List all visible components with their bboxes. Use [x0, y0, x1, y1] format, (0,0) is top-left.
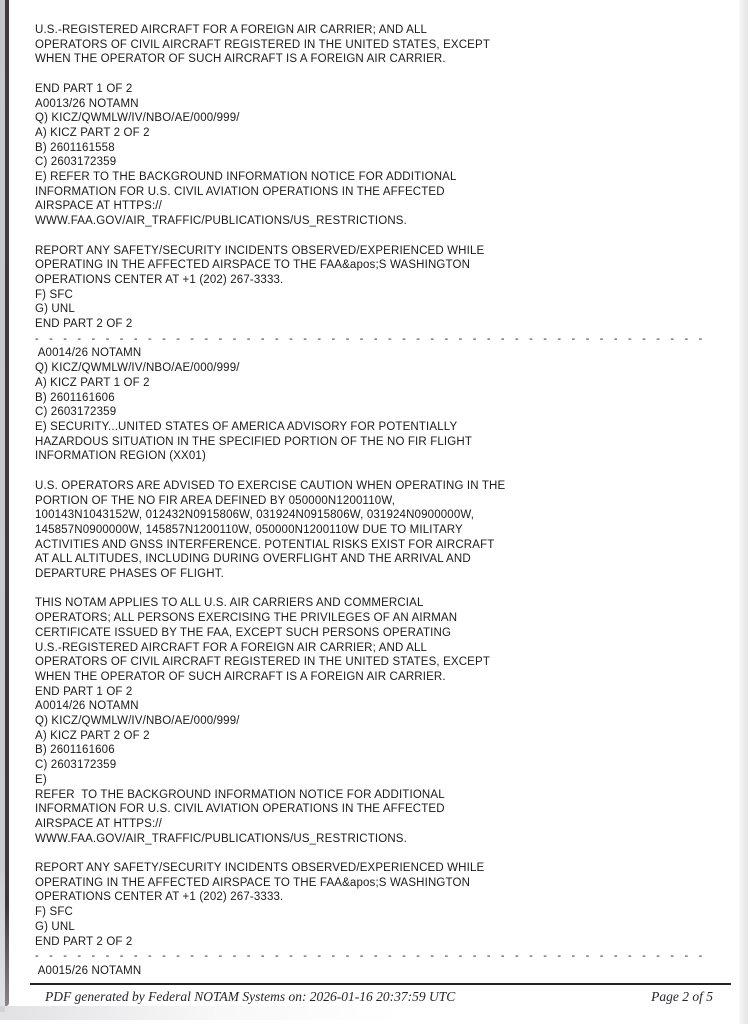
text-line: U.S. OPERATORS ARE ADVISED TO EXERCISE CAUTION WHEN OPERATING IN THE: [35, 479, 506, 492]
text-line: WWW.FAA.GOV/AIR_TRAFFIC/PUBLICATIONS/US_RESTRICTIONS.: [35, 832, 407, 845]
text-line: THIS NOTAM APPLIES TO ALL U.S. AIR CARRIERS AND COMMERCIAL: [35, 597, 424, 610]
text-line: REPORT ANY SAFETY/SECURITY INCIDENTS OBSERVED/EXPERIENCED WHILE: [35, 862, 485, 875]
text-line: END PART 2 OF 2: [35, 318, 133, 331]
page-right-margin-shade: [739, 0, 748, 1024]
footer-rule: [30, 983, 731, 985]
text-line: E) REFER TO THE BACKGROUND INFORMATION NOTICE FOR ADDITIONAL: [35, 171, 457, 184]
text-line: WHEN THE OPERATOR OF SUCH AIRCRAFT IS A FOREIGN AIR CARRIER.: [35, 670, 446, 683]
text-line: E) SECURITY...UNITED STATES OF AMERICA ADVISORY FOR POTENTIALLY: [35, 420, 458, 433]
text-line: F) SFC: [35, 288, 73, 301]
text-line: WHEN THE OPERATOR OF SUCH AIRCRAFT IS A FOREIGN AIR CARRIER.: [35, 53, 446, 66]
text-line: B) 2601161558: [35, 141, 115, 154]
text-line: 145857N0900000W, 145857N1200110W, 050000N1200110W DUE TO MILITARY: [35, 523, 463, 536]
text-line: Q) KICZ/QWMLW/IV/NBO/AE/000/999/: [35, 362, 240, 375]
blank-line: [35, 846, 732, 861]
text-line: G) UNL: [35, 920, 75, 933]
text-line: INFORMATION FOR U.S. CIVIL AVIATION OPERATIONS IN THE AFFECTED: [35, 803, 445, 816]
text-line: A0015/26 NOTAMN: [35, 965, 142, 977]
text-line: INFORMATION FOR U.S. CIVIL AVIATION OPERATIONS IN THE AFFECTED: [35, 185, 445, 198]
page-left-edge-line: [5, 0, 9, 1006]
text-line: B) 2601161606: [35, 744, 115, 757]
footer-page-number: Page 2 of 5: [651, 989, 713, 1004]
text-line: END PART 1 OF 2: [35, 685, 133, 698]
text-line: OPERATORS OF CIVIL AIRCRAFT REGISTERED IN THE UNITED STATES, EXCEPT: [35, 656, 491, 669]
text-line: OPERATORS; ALL PERSONS EXERCISING THE PRIVILEGES OF AN AIRMAN: [35, 612, 458, 625]
text-line: A) KICZ PART 2 OF 2: [35, 126, 150, 139]
blank-line: [35, 229, 732, 244]
text-line: CERTIFICATE ISSUED BY THE FAA, EXCEPT SUCH PERSONS OPERATING: [35, 626, 452, 639]
page-bottom-shadow: [0, 1006, 400, 1020]
text-line: 100143N1043152W, 012432N0915806W, 031924N0915806W, 031924N0900000W,: [35, 509, 475, 522]
text-line: G) UNL: [35, 303, 75, 316]
text-line: DEPARTURE PHASES OF FLIGHT.: [35, 568, 224, 581]
text-line: Q) KICZ/QWMLW/IV/NBO/AE/000/999/: [35, 112, 240, 125]
text-line: AIRSPACE AT HTTPS://: [35, 200, 162, 213]
blank-line: [35, 582, 732, 597]
text-line: A) KICZ PART 1 OF 2: [35, 376, 150, 389]
text-line: PORTION OF THE NO FIR AREA DEFINED BY 050000N1200110W,: [35, 494, 396, 507]
text-line: OPERATIONS CENTER AT +1 (202) 267-3333.: [35, 891, 284, 904]
text-line: ACTIVITIES AND GNSS INTERFERENCE. POTENTIAL RISKS EXIST FOR AIRCRAFT: [35, 538, 495, 551]
text-line: C) 2603172359: [35, 759, 117, 772]
text-line: OPERATORS OF CIVIL AIRCRAFT REGISTERED IN THE UNITED STATES, EXCEPT: [35, 38, 491, 51]
footer-generated-text: PDF generated by Federal NOTAM Systems on: 2026-01-16 20:37:59 UTC: [45, 989, 456, 1004]
text-line: F) SFC: [35, 906, 73, 919]
page-footer: [0, 983, 748, 1005]
text-line: WWW.FAA.GOV/AIR_TRAFFIC/PUBLICATIONS/US_RESTRICTIONS.: [35, 215, 407, 228]
text-line: A0014/26 NOTAMN: [35, 700, 139, 713]
text-line: AT ALL ALTITUDES, INCLUDING DURING OVERFLIGHT AND THE ARRIVAL AND: [35, 553, 471, 566]
text-line: END PART 2 OF 2: [35, 935, 133, 948]
blank-line: [35, 464, 732, 479]
text-line: U.S.-REGISTERED AIRCRAFT FOR A FOREIGN AIR CARRIER; AND ALL: [35, 641, 428, 654]
text-line: AIRSPACE AT HTTPS://: [35, 817, 162, 830]
text-line: C) 2603172359: [35, 406, 117, 419]
text-line: A0013/26 NOTAMN: [35, 97, 139, 110]
notam-separator-line: - - - - - - - - - - - - - - - - - - - - - - - - - - - - - - - - - - - - - - - - - - - - - - - -: [35, 950, 703, 963]
text-line: B) 2601161606: [35, 391, 115, 404]
notam-separator-line: - - - - - - - - - - - - - - - - - - - - - - - - - - - - - - - - - - - - - - - - - - - - - - - -: [35, 332, 703, 345]
text-line: REFER TO THE BACKGROUND INFORMATION NOTICE FOR ADDITIONAL: [35, 788, 445, 801]
text-line: U.S.-REGISTERED AIRCRAFT FOR A FOREIGN AIR CARRIER; AND ALL: [35, 24, 428, 36]
text-line: Q) KICZ/QWMLW/IV/NBO/AE/000/999/: [35, 715, 240, 728]
text-line: END PART 1 OF 2: [35, 82, 133, 95]
text-line: C) 2603172359: [35, 156, 117, 169]
text-line: OPERATING IN THE AFFECTED AIRSPACE TO THE FAA&apos;S WASHINGTON: [35, 876, 471, 889]
text-line: OPERATIONS CENTER AT +1 (202) 267-3333.: [35, 273, 284, 286]
text-line: A) KICZ PART 2 OF 2: [35, 729, 150, 742]
text-line: OPERATING IN THE AFFECTED AIRSPACE TO THE FAA&apos;S WASHINGTON: [35, 259, 471, 272]
text-line: INFORMATION REGION (XX01): [35, 450, 206, 463]
text-line: REPORT ANY SAFETY/SECURITY INCIDENTS OBSERVED/EXPERIENCED WHILE: [35, 244, 485, 257]
blank-line: [35, 67, 732, 82]
text-line: E): [35, 773, 47, 786]
notam-text-body: [35, 23, 732, 979]
text-line: HAZARDOUS SITUATION IN THE SPECIFIED PORTION OF THE NO FIR FLIGHT: [35, 435, 472, 448]
text-line: A0014/26 NOTAMN: [35, 347, 142, 360]
